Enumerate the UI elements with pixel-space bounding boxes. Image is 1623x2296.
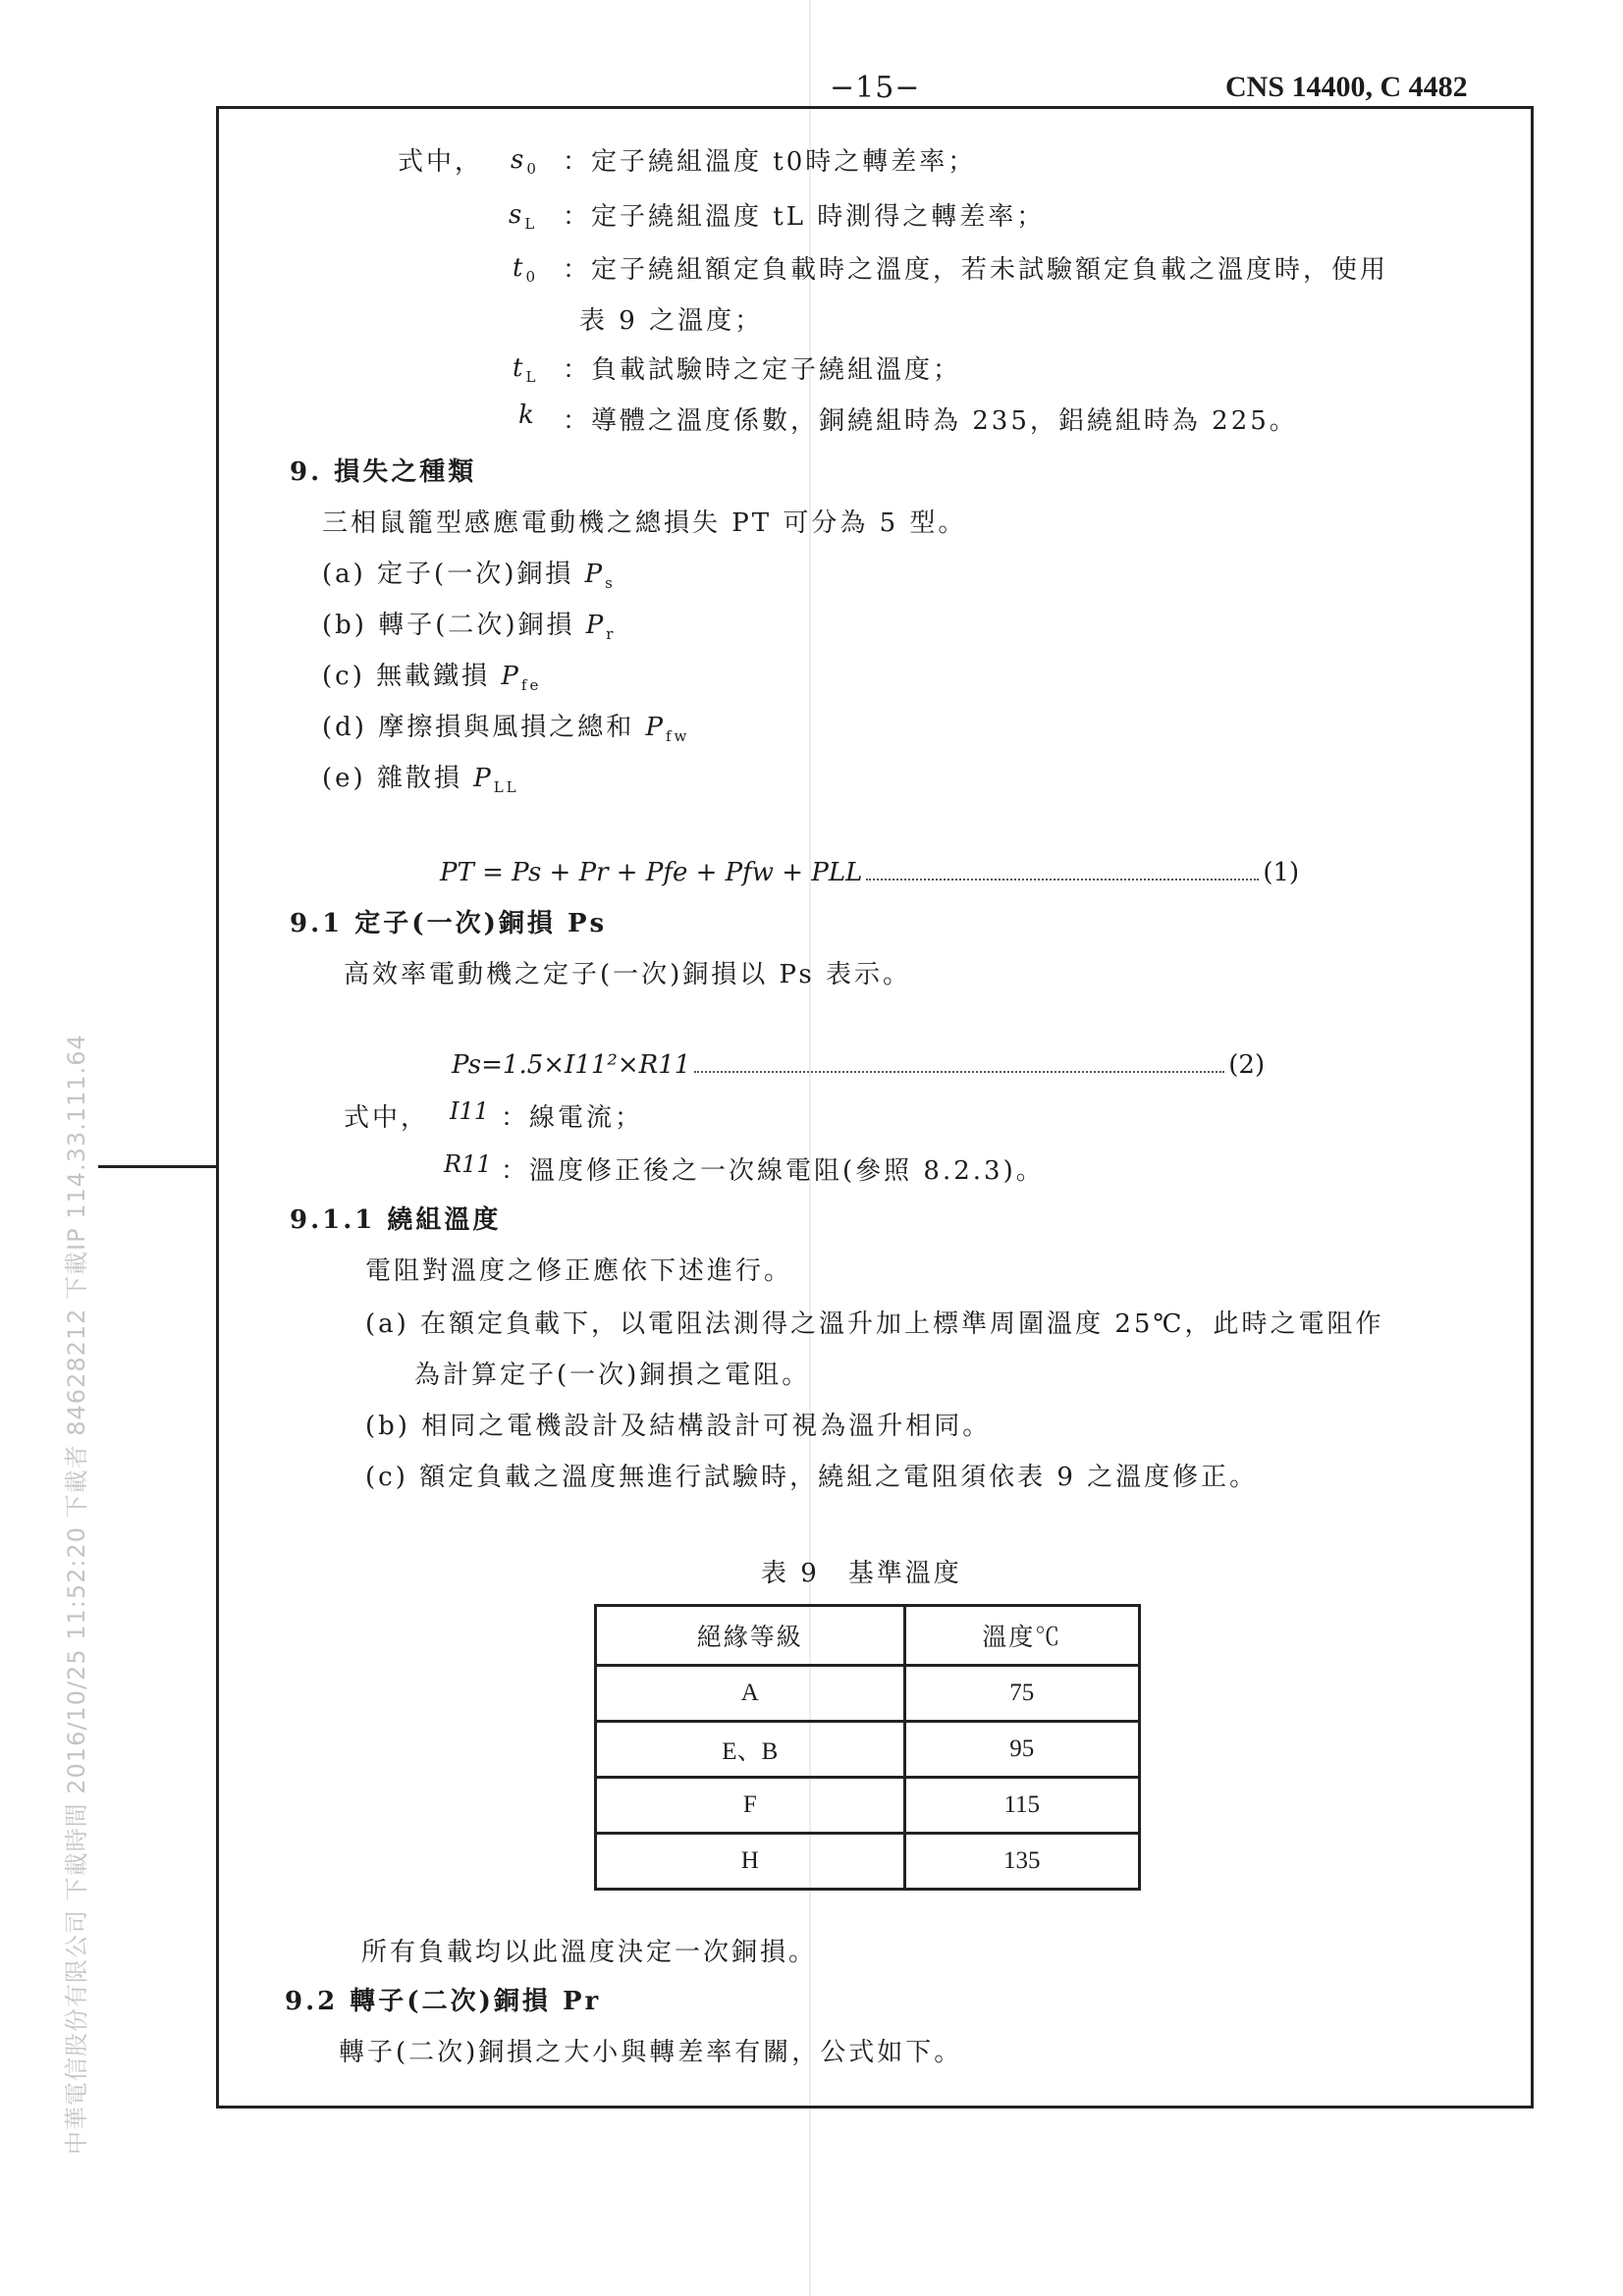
equation-2: Ps=1.5×I11²×R11 (2) [452,1050,1266,1080]
table-row [596,1722,1140,1778]
table-cell: 115 [904,1778,1139,1834]
sec9-intro: 三相鼠籠型感應電動機之總損失 PT 可分為 5 型。 [322,508,967,538]
def-tL-text: ：負載試驗時之定子繞組溫度； [563,355,962,385]
def-I11-text: ：線電流； [501,1103,644,1133]
table-cell: 135 [904,1834,1139,1890]
table-cell: E、B [596,1722,905,1778]
sec91-where: 式中， [344,1103,430,1133]
table-header-row [596,1606,1140,1666]
sec91-intro: 高效率電動機之定子(一次)銅損以 Ps 表示。 [344,960,911,989]
def-sL-text: ：定子繞組溫度 tL 時測得之轉差率； [563,202,1046,232]
sec911-title: 9.1.1 繞組溫度 [290,1205,502,1235]
loss-item-a: (a) 定子(一次)銅損 $P_s$ [322,560,616,593]
table9-caption: 表 9 基準溫度 [761,1559,962,1588]
def-t0-cont: 表 9 之溫度； [579,306,764,336]
def-sL: $s_L$ [509,200,538,234]
sec911-a-line2: 為計算定子(一次)銅損之電阻。 [414,1361,811,1390]
sec92-intro: 轉子(二次)銅損之大小與轉差率有關，公式如下。 [339,2038,963,2067]
table-row [596,1666,1140,1722]
def-R11-text: ：溫度修正後之一次線電阻(參照 8.2.3)。 [501,1156,1045,1186]
def-k-text: ：導體之溫度係數，銅繞組時為 235，鋁繞組時為 225。 [563,406,1298,436]
def-t0-text: ：定子繞組額定負載時之溫度，若未試驗額定負載之溫度時，使用 [563,255,1389,285]
sec91-title: 9.1 定子(一次)銅損 Ps [290,909,608,938]
page-number: −15− [830,71,921,105]
loss-item-d: (d) 摩擦損與風損之總和 $P_{fw}$ [322,713,690,746]
sec911-intro: 電阻對溫度之修正應依下述進行。 [365,1256,793,1286]
table-cell: H [596,1834,905,1890]
equation-1: PT = Ps + Pr + Pfe + Pfw + PLL (1) [440,858,1300,887]
download-watermark: 中華電信股份有限公司 下載時間 2016/10/25 11:52:20 下載者 84628212 下載IP 114.33.111.64 [63,1034,90,2155]
def-I11: I11 [450,1097,490,1125]
sec911-a-line1: (a) 在額定負載下，以電阻法測得之溫升加上標準周圍溫度 25℃，此時之電阻作 [365,1309,1384,1339]
sec9-title: 9. 損失之種類 [290,457,477,487]
table-cell: F [596,1778,905,1834]
def-R11: R11 [444,1150,492,1178]
table-row [596,1834,1140,1890]
sec911-b: (b) 相同之電機設計及結構設計可視為溫升相同。 [365,1412,992,1441]
table-cell: 95 [904,1722,1139,1778]
def-s0-text: ：定子繞組溫度 t0時之轉差率； [563,147,977,177]
binding-line [98,1165,218,1168]
table-cell: A [596,1666,905,1722]
def-t0: $t_0$ [513,253,538,287]
table-header-cell: 絕緣等級 [596,1606,905,1666]
loss-item-e: (e) 雜散損 $P_{LL}$ [322,764,519,797]
sec92-title: 9.2 轉子(二次)銅損 Pr [285,1987,602,2016]
sec911-c: (c) 額定負載之溫度無進行試驗時，繞組之電阻須依表 9 之溫度修正。 [365,1463,1259,1492]
table-header-cell: 溫度℃ [904,1606,1139,1666]
loss-item-b: (b) 轉子(二次)銅損 $P_r$ [322,611,617,644]
standard-code: CNS 14400, C 4482 [1225,71,1468,103]
def-tL: $t_L$ [513,353,539,387]
table9-note: 所有負載均以此溫度決定一次銅損。 [361,1938,818,1967]
table-row [596,1778,1140,1834]
table-cell: 75 [904,1666,1139,1722]
defs-intro: 式中， [398,147,484,177]
def-k: k [518,400,537,430]
table-9 [594,1604,1141,1891]
loss-item-c: (c) 無載鐵損 $P_{fe}$ [322,662,542,695]
def-s0: $s_0$ [511,145,539,179]
